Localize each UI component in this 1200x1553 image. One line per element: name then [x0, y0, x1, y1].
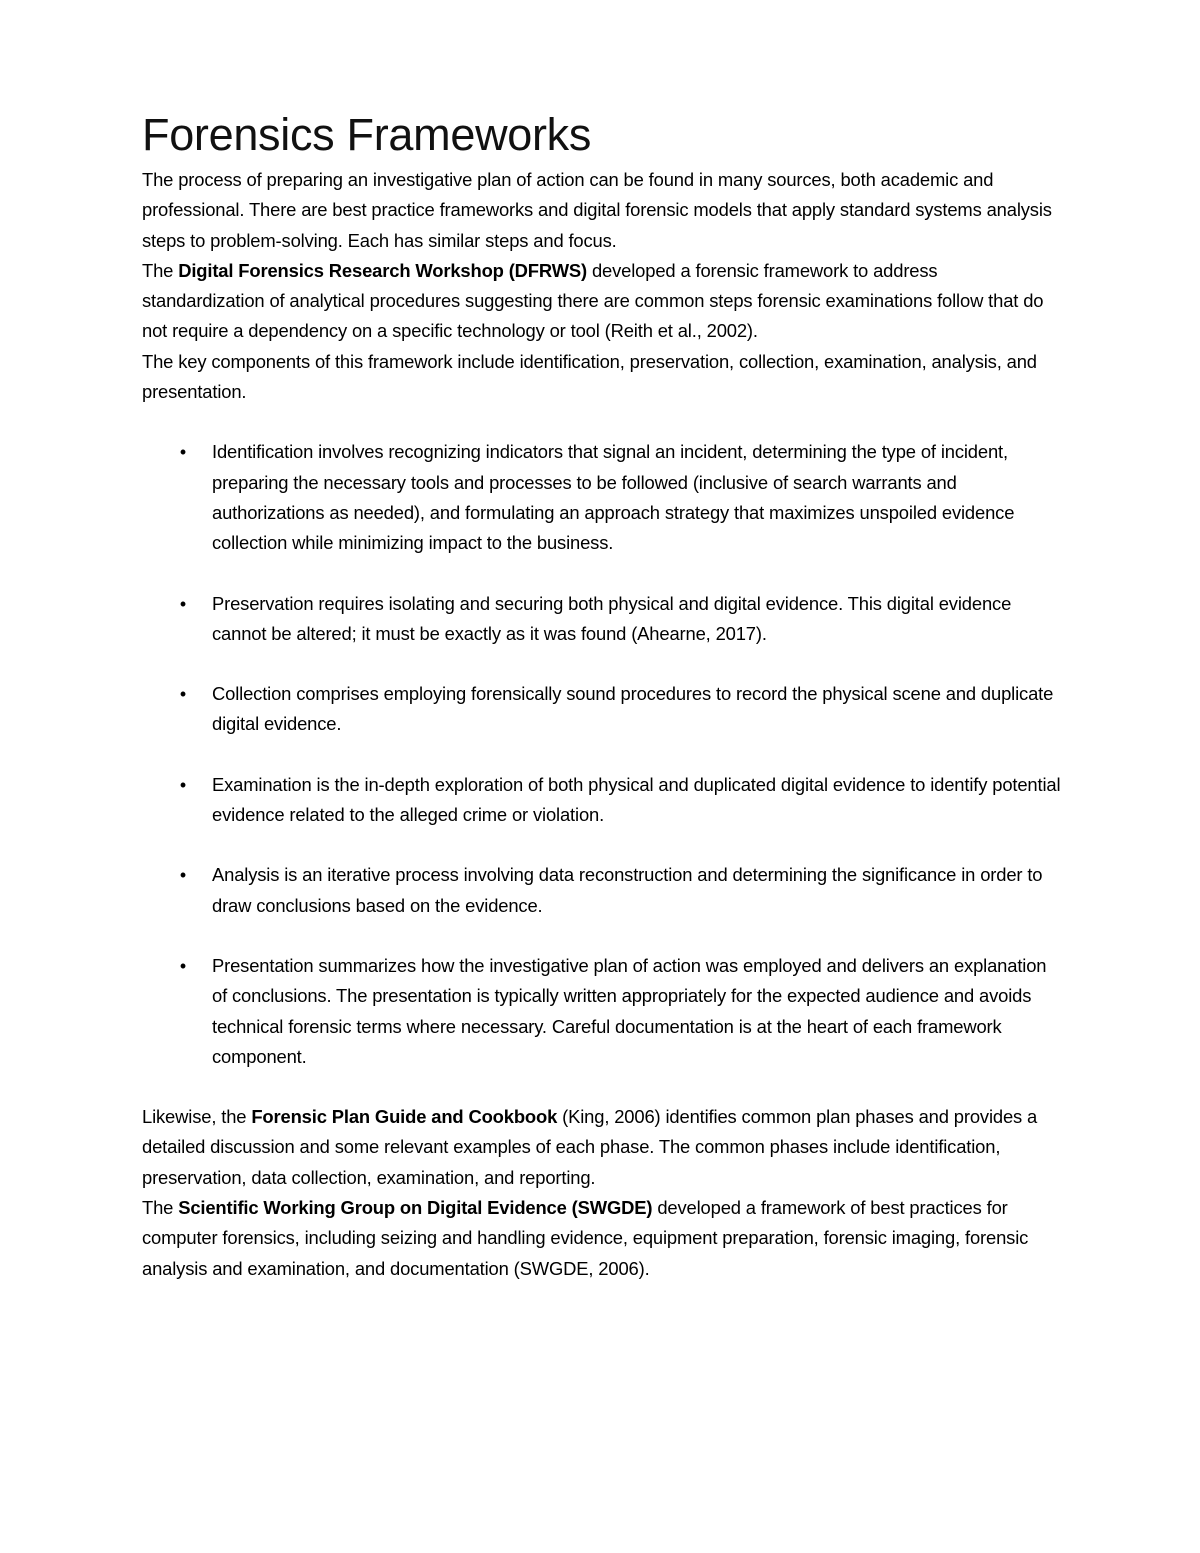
swgde-name: Scientific Working Group on Digital Evidence (SWGDE) — [178, 1197, 653, 1219]
components-list — [142, 437, 1062, 1072]
bullet-icon: • — [179, 684, 187, 705]
list-item — [142, 770, 1062, 831]
forensic-plan-guide-paragraph — [142, 1102, 1062, 1193]
fpg-rest: (King, 2006) identifies common plan phases and provides a detailed discussion and some relevant examples of each phase. The common phases include identification, preservation, data collection, examination, and reporting. — [142, 1106, 1038, 1188]
bullet-icon: • — [179, 774, 187, 795]
dfrws-name: Digital Forensics Research Workshop (DFRWS) — [178, 259, 587, 281]
bullet-icon: • — [179, 442, 187, 463]
list-item — [142, 951, 1062, 1072]
page-title: Forensics Frameworks — [142, 109, 592, 160]
list-item-text: Preservation requires isolating and securing both physical and digital evidence. This digital evidence cannot be altered; it must be exactly as it was found (Ahearne, 2017). — [212, 592, 1012, 644]
list-item — [142, 860, 1062, 921]
swgde-lead: The — [142, 1197, 179, 1219]
dfrws-paragraph — [142, 256, 1062, 347]
fpg-lead: Likewise, the — [142, 1106, 252, 1128]
key-components-paragraph: The key components of this framework include identification, preservation, collection, examination, analysis, and presentation. — [142, 350, 1037, 403]
swgde-paragraph — [142, 1193, 1062, 1284]
list-item-text: Examination is the in-depth exploration of both physical and duplicated digital evidence to identify potential evidence related to the alleged crime or violation. — [212, 773, 1061, 826]
list-item — [142, 679, 1062, 740]
intro-paragraph: The process of preparing an investigative plan of action can be found in many sources, both academic and professional. There are best practice frameworks and digital forensic models that apply standard systems analysis steps to problem-solving. Each has similar steps and focus. — [142, 169, 1052, 251]
list-item-text: Analysis is an iterative process involving data reconstruction and determining the significance in order to draw conclusions based on the evidence. — [212, 864, 1043, 916]
list-item-text: Identification involves recognizing indicators that signal an incident, determining the type of incident, preparing the necessary tools and processes to be followed (inclusive of search warrants and authorizations as needed), and formulating an approach strategy that maximizes unspoiled evidence collection while minimizing impact to the business. — [212, 441, 1015, 554]
bullet-icon: • — [179, 955, 187, 976]
list-item — [142, 589, 1062, 650]
bullet-icon: • — [179, 865, 187, 886]
dfrws-lead: The — [142, 259, 179, 281]
document-page — [142, 105, 1062, 1284]
list-item-text: Collection comprises employing forensically sound procedures to record the physical scene and duplicate digital evidence. — [212, 683, 1054, 735]
dfrws-rest: developed a forensic framework to address standardization of analytical procedures suggesting there are common steps forensic examinations follow that do not require a dependency on a specific technology or tool (Reith et al., 2002). — [142, 259, 1044, 342]
list-item — [142, 437, 1062, 558]
swgde-rest: developed a framework of best practices for computer forensics, including seizing and handling evidence, equipment preparation, forensic imaging, forensic analysis and examination, and documentation (SWGDE, 2006). — [142, 1197, 1029, 1279]
fpg-name: Forensic Plan Guide and Cookbook — [251, 1106, 558, 1128]
list-item-text: Presentation summarizes how the investigative plan of action was employed and delivers an explanation of conclusions. The presentation is typically written appropriately for the expected audience and avoids technical forensic terms where necessary. Careful documentation is at the heart of each framework component. — [212, 954, 1047, 1067]
bullet-icon: • — [179, 593, 187, 614]
